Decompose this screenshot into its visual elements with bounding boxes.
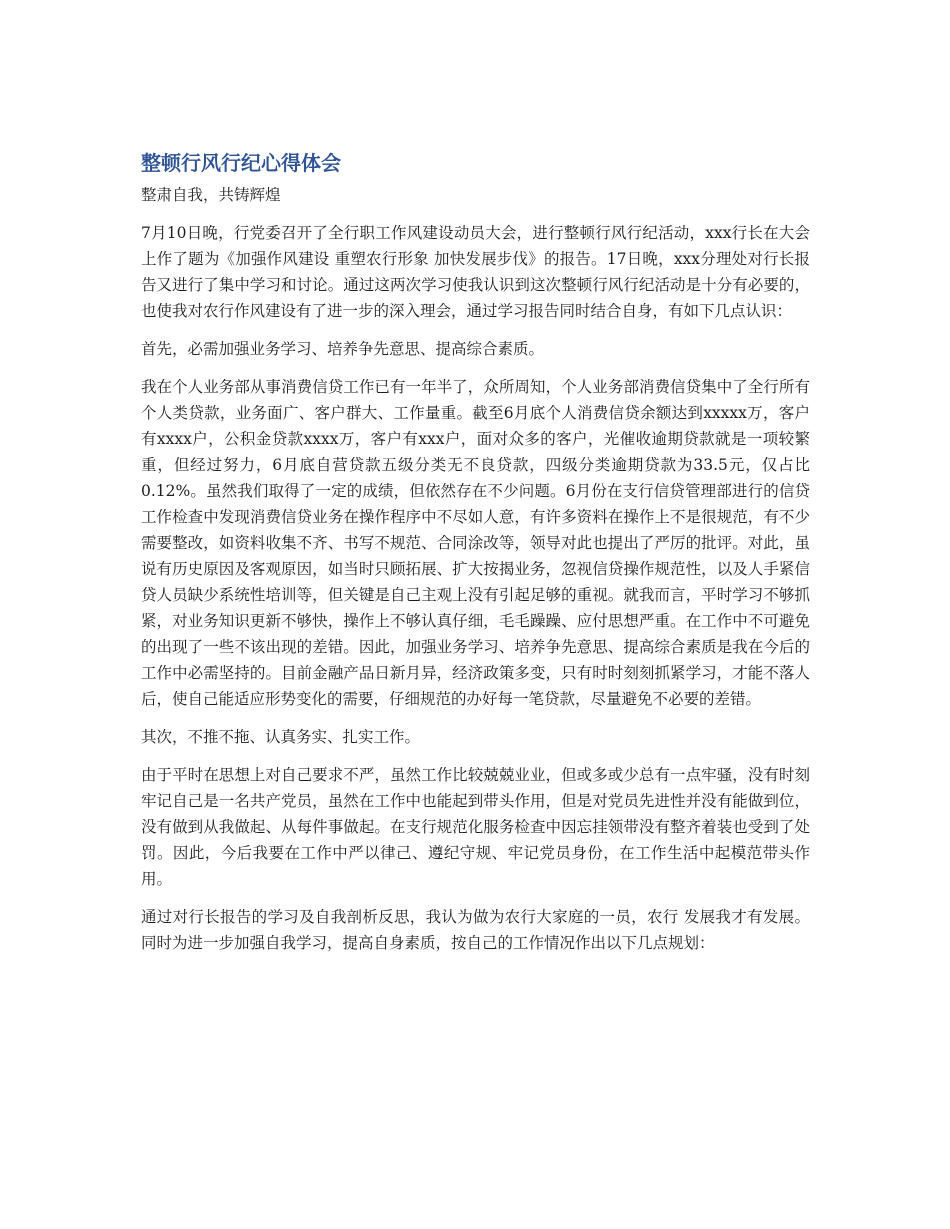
paragraph-conclusion: 通过对行长报告的学习及自我剖析反思，我认为做为农行大家庭的一员，农行 发展我才有发展。同时为进一步加强自我学习，提高自身素质，按自己的工作情况作出以下几点规划： [141, 908, 810, 952]
paragraph-point-two-body: 由于平时在思想上对自己要求不严，虽然工作比较兢兢业业，但或多或少总有一点牢骚，没有时刻牢记自己是一名共产党员，虽然在工作中也能起到带头作用，但是对党员先进性并没有能做到位，没有做到从我做起、从每件事做起。在支行规范化服务检查中因忘挂领带没有整齐着装也受到了处罚。因此，今后我要在工作中严以律己、遵纪守规、牢记党员身份，在工作生活中起模范带头作用。 [141, 766, 810, 888]
paragraph-point-two-heading: 其次，不推不拖、认真务实、扎实工作。 [141, 728, 421, 746]
paragraph-intro: 7月10日晚，行党委召开了全行职工作风建设动员大会，进行整顿行风行纪活动，xxx行长在大会上作了题为《加强作风建设 重塑农行形象 加快发展步伐》的报告。17日晚，xxx分理处对行长报告又进行了集中学习和讨论。通过这两次学习使我认识到这次整顿行风行纪活动是十分有必要的，也使我对农行作风建设有了进一步的深入理会，通过学习报告同时结合自身，有如下几点认识： [141, 224, 810, 320]
paragraph-point-one-body: 我在个人业务部从事消费信贷工作已有一年半了，众所周知，个人业务部消费信贷集中了全行所有个人类贷款，业务面广、客户群大、工作量重。截至6月底个人消费信贷余额达到xxxxx万，客户有xxxx户，公积金贷款xxxx万，客户有xxx户，面对众多的客户，光催收逾期贷款就是一项较繁重，但经过努力，6月底自营贷款五级分类无不良贷款，四级分类逾期贷款为33.5元，仅占比0.12%。虽然我们取得了一定的成绩，但依然存在不少问题。6月份在支行信贷管理部进行的信贷工作检查中发现消费信贷业务在操作程序中不尽如人意，有许多资料在操作上不是很规范，有不少需要整改，如资料收集不齐、书写不规范、合同涂改等，领导对此也提出了严厉的批评。对此，虽说有历史原因及客观原因，如当时只顾拓展、扩大按揭业务，忽视信贷操作规范性，以及人手紧信贷人员缺少系统性培训等，但关键是自己主观上没有引起足够的重视。就我而言，平时学习不够抓紧，对业务知识更新不够快，操作上不够认真仔细，毛毛躁躁、应付思想严重。在工作中不可避免的出现了一些不该出现的差错。因此，加强业务学习、培养争先意思、提高综合素质是我在今后的工作中必需坚持的。目前金融产品日新月异，经济政策多变，只有时时刻刻抓紧学习，才能不落人后，使自己能适应形势变化的需要，仔细规范的办好每一笔贷款，尽量避免不必要的差错。 [141, 378, 810, 708]
document-page [141, 148, 810, 956]
document-title: 整顿行风行纪心得体会 [141, 151, 341, 175]
paragraph-point-one-heading: 首先，必需加强业务学习、培养争先意思、提高综合素质。 [141, 340, 545, 358]
document-subtitle: 整肃自我，共铸辉煌 [141, 186, 281, 204]
